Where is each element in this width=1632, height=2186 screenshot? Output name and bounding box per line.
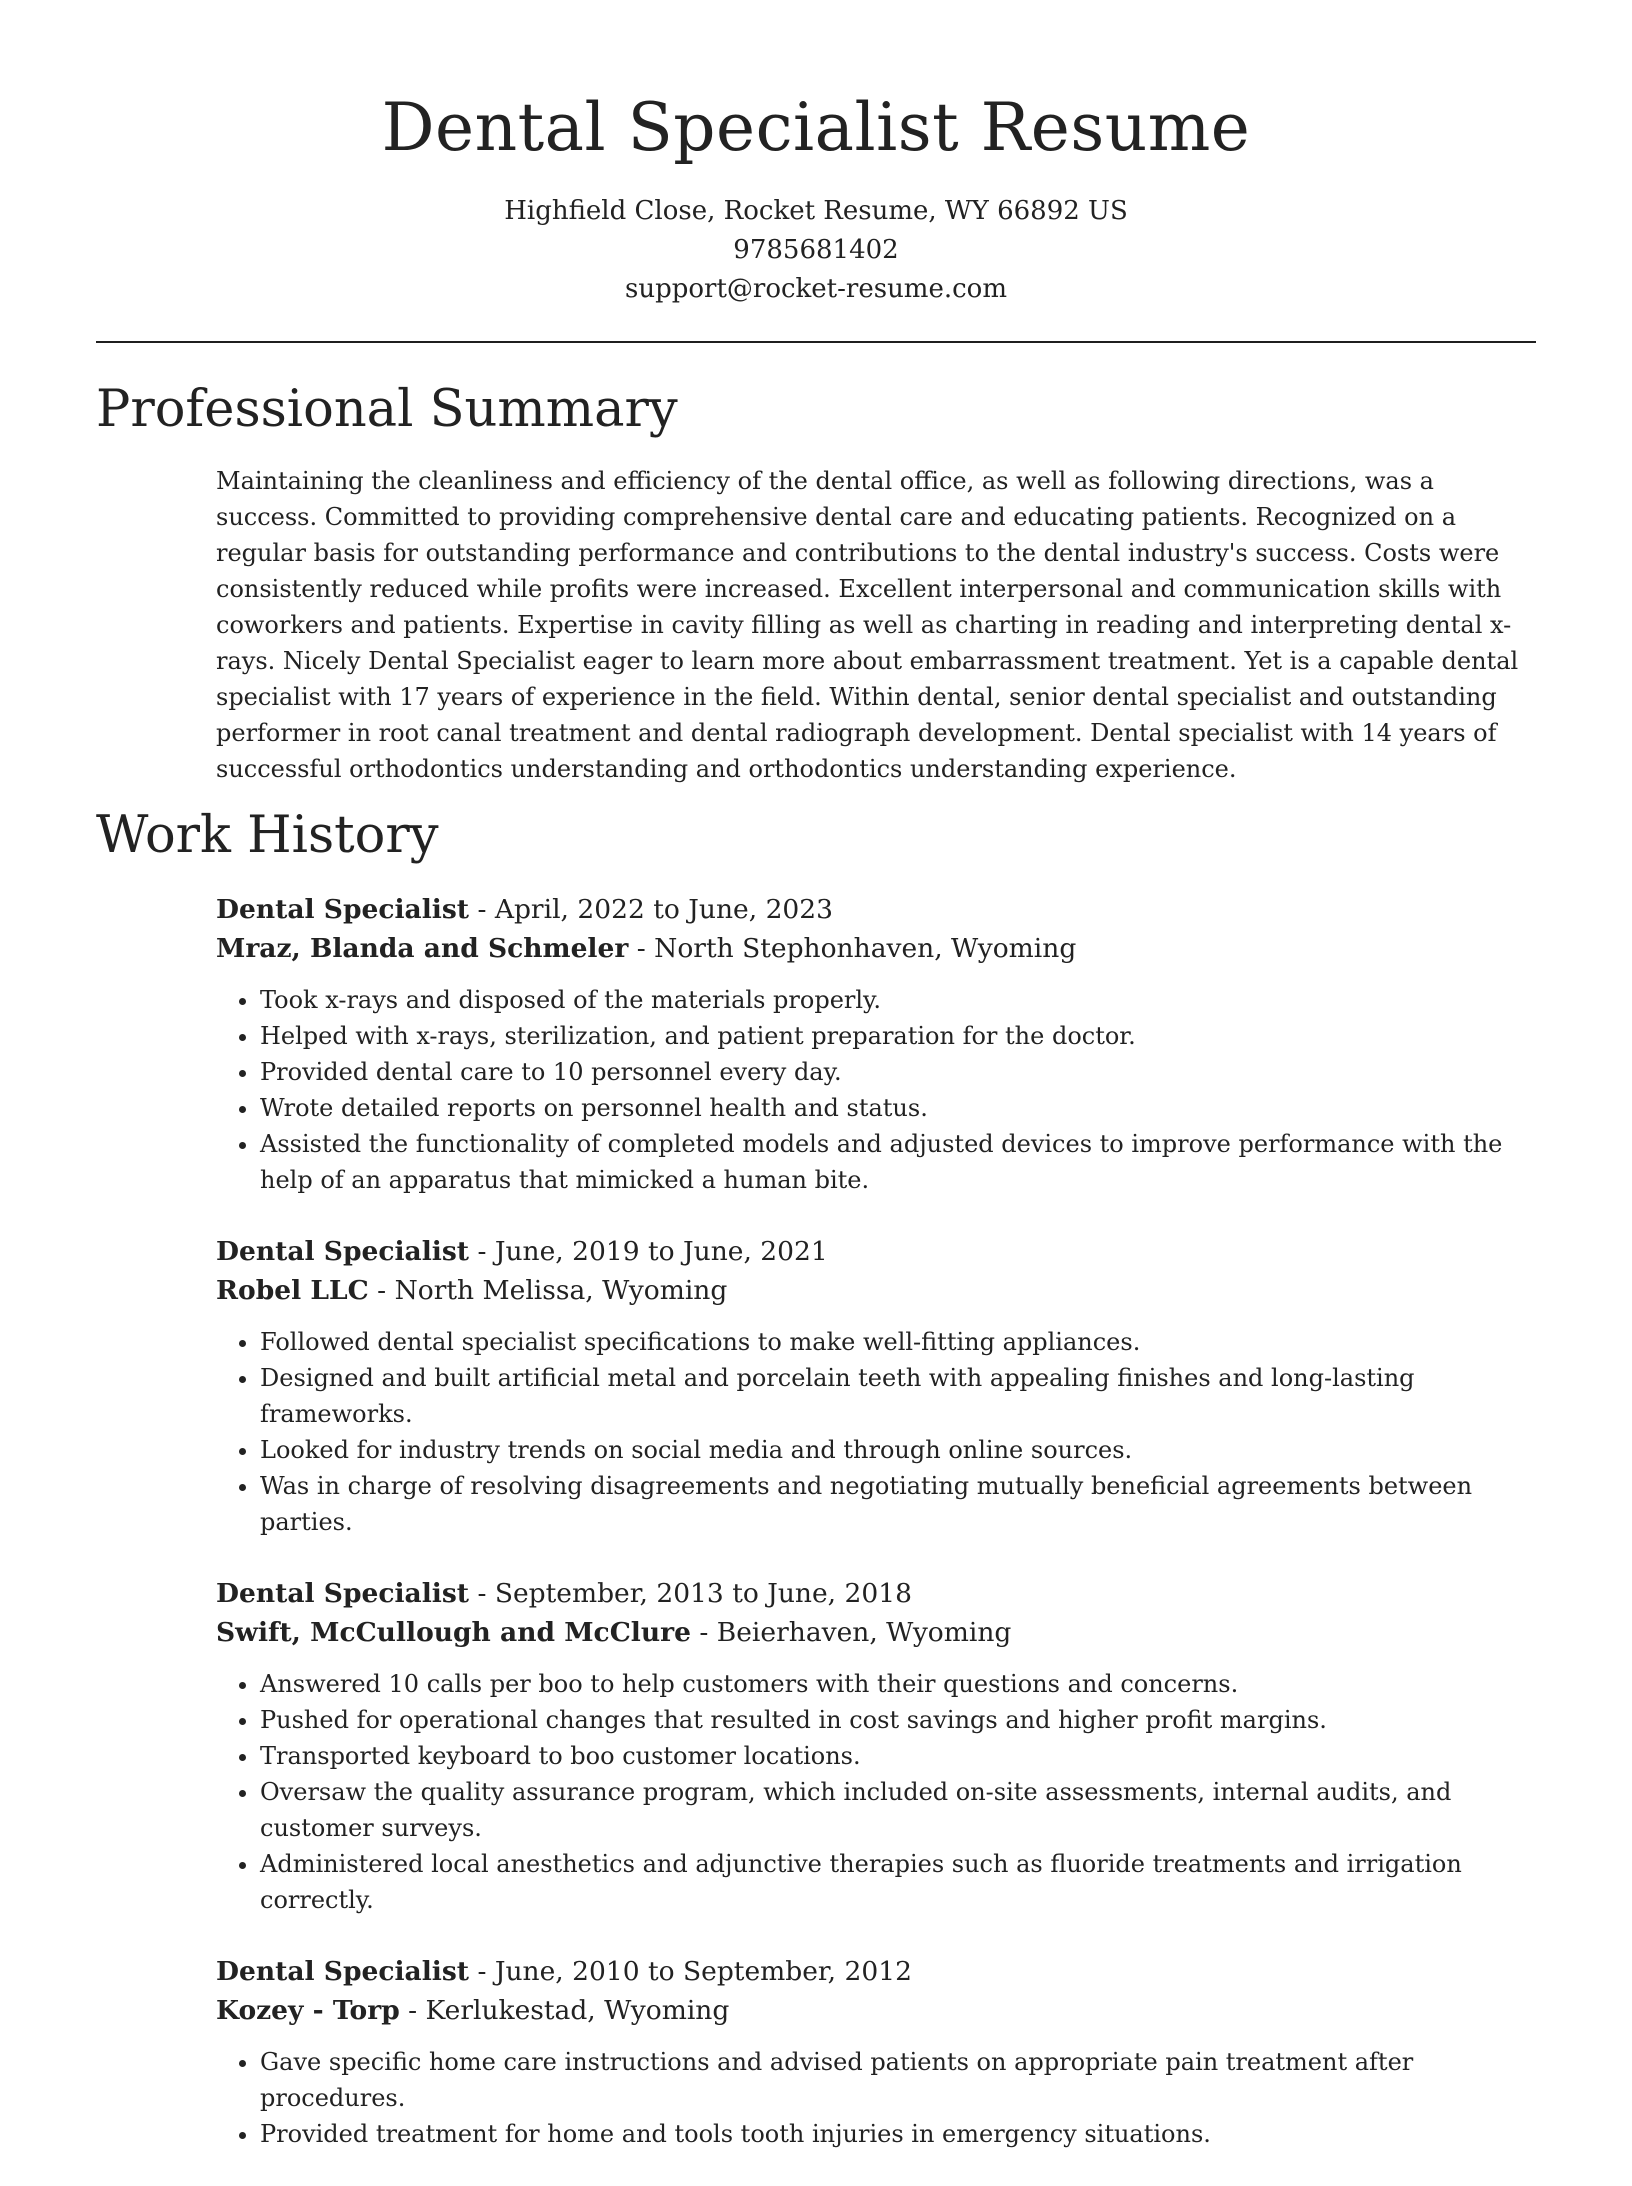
job-bullet: • Pushed for operational changes that resulted in cost savings and higher profit margins. — [260, 1702, 1538, 1738]
job-location: North Stephonhaven, Wyoming — [654, 933, 1077, 964]
job-position: Dental Specialist — [216, 1236, 470, 1267]
job-bullet: • Followed dental specialist specifications to make well-fitting appliances. — [260, 1324, 1538, 1360]
job-position: Dental Specialist — [216, 1956, 470, 1987]
job-bullet: • Took x-rays and disposed of the materials properly. — [260, 982, 1538, 1018]
contact-phone: 9785681402 — [733, 235, 899, 265]
job-title-line: Dental Specialist - June, 2019 to June, 2021 — [216, 1236, 828, 1267]
job-bullets — [216, 2044, 1538, 2152]
job-position: Dental Specialist — [216, 1578, 470, 1609]
contact-email: support@rocket-resume.com — [624, 274, 1007, 304]
job-employer: Robel LLC — [216, 1275, 369, 1306]
job-bullet: • Transported keyboard to boo customer locations. — [260, 1738, 1538, 1774]
resume-header — [0, 0, 1632, 309]
job-employer: Swift, McCullough and McClure — [216, 1617, 691, 1648]
job-bullet: • Provided dental care to 10 personnel every day. — [260, 1054, 1538, 1090]
job-bullets — [216, 982, 1538, 1198]
job-entry — [216, 1574, 1538, 1918]
job-bullets — [216, 1324, 1538, 1540]
job-location: Beierhaven, Wyoming — [716, 1617, 1012, 1648]
summary-heading: Professional Summary — [96, 380, 678, 439]
job-bullet: • Administered local anesthetics and adjunctive therapies such as fluoride treatments and irrigation correctly. — [260, 1846, 1538, 1918]
job-dates: June, 2019 to June, 2021 — [494, 1236, 828, 1267]
resume-title: Dental Specialist Resume — [381, 89, 1251, 166]
job-bullet: • Helped with x-rays, sterilization, and patient preparation for the doctor. — [260, 1018, 1538, 1054]
job-bullet: • Designed and built artificial metal and porcelain teeth with appealing finishes and long-lasting frameworks. — [260, 1360, 1538, 1432]
job-bullet: • Gave specific home care instructions and advised patients on appropriate pain treatment after procedures. — [260, 2044, 1538, 2116]
job-title-line: Dental Specialist - September, 2013 to June, 2018 — [216, 1578, 912, 1609]
job-title-line: Dental Specialist - April, 2022 to June, 2023 — [216, 894, 834, 925]
job-dates: September, 2013 to June, 2018 — [494, 1578, 912, 1609]
job-bullet: • Answered 10 calls per boo to help customers with their questions and concerns. — [260, 1666, 1538, 1702]
contact-block — [0, 192, 1632, 309]
job-bullet: • Was in charge of resolving disagreements and negotiating mutually beneficial agreements between parties. — [260, 1468, 1538, 1540]
job-bullets — [216, 1666, 1538, 1918]
work-history-list — [216, 890, 1538, 2186]
job-dates: April, 2022 to June, 2023 — [494, 894, 834, 925]
job-employer: Kozey - Torp — [216, 1995, 400, 2026]
job-employer: Mraz, Blanda and Schmeler — [216, 933, 629, 964]
summary-text: Maintaining the cleanliness and efficiency of the dental office, as well as following directions, was a success. Committed to providing comprehensive dental care and educating patients. Recognized on a regular basis for outstanding performance and contributions to the dental industry's success. Costs were consistently reduced while profits were increased. Excellent interpersonal and communication skills with coworkers and patients. Expertise in cavity filling as well as charting in reading and interpreting dental x-rays. Nicely Dental Specialist eager to learn more about embarrassment treatment. Yet is a capable dental specialist with 17 years of experience in the field. Within dental, senior dental specialist and outstanding performer in root canal treatment and dental radiograph development. Dental specialist with 14 years of successful orthodontics understanding and orthodontics understanding experience. — [216, 467, 1519, 783]
job-bullet: • Looked for industry trends on social media and through online sources. — [260, 1432, 1538, 1468]
contact-address: Highfield Close, Rocket Resume, WY 66892 US — [504, 196, 1128, 226]
job-bullet: • Wrote detailed reports on personnel health and status. — [260, 1090, 1538, 1126]
job-employer-line: Swift, McCullough and McClure - Beierhaven, Wyoming — [216, 1617, 1012, 1648]
job-employer-line: Kozey - Torp - Kerlukestad, Wyoming — [216, 1995, 730, 2026]
job-position: Dental Specialist — [216, 894, 470, 925]
job-dates: June, 2010 to September, 2012 — [494, 1956, 912, 1987]
job-bullet: • Provided treatment for home and tools tooth injuries in emergency situations. — [260, 2116, 1538, 2152]
job-bullet: • Assisted the functionality of completed models and adjusted devices to improve performance with the help of an apparatus that mimicked a human bite. — [260, 1126, 1538, 1198]
job-entry — [216, 890, 1538, 1198]
job-entry — [216, 1952, 1538, 2152]
job-employer-line: Mraz, Blanda and Schmeler - North Stephonhaven, Wyoming — [216, 933, 1077, 964]
job-employer-line: Robel LLC - North Melissa, Wyoming — [216, 1275, 728, 1306]
job-title-line: Dental Specialist - June, 2010 to September, 2012 — [216, 1956, 912, 1987]
job-bullet: • Oversaw the quality assurance program, which included on-site assessments, internal audits, and customer surveys. — [260, 1774, 1538, 1846]
job-location: North Melissa, Wyoming — [394, 1275, 728, 1306]
header-divider — [96, 341, 1536, 343]
job-entry — [216, 1232, 1538, 1540]
work-history-heading: Work History — [96, 806, 439, 865]
job-location: Kerlukestad, Wyoming — [425, 1995, 730, 2026]
